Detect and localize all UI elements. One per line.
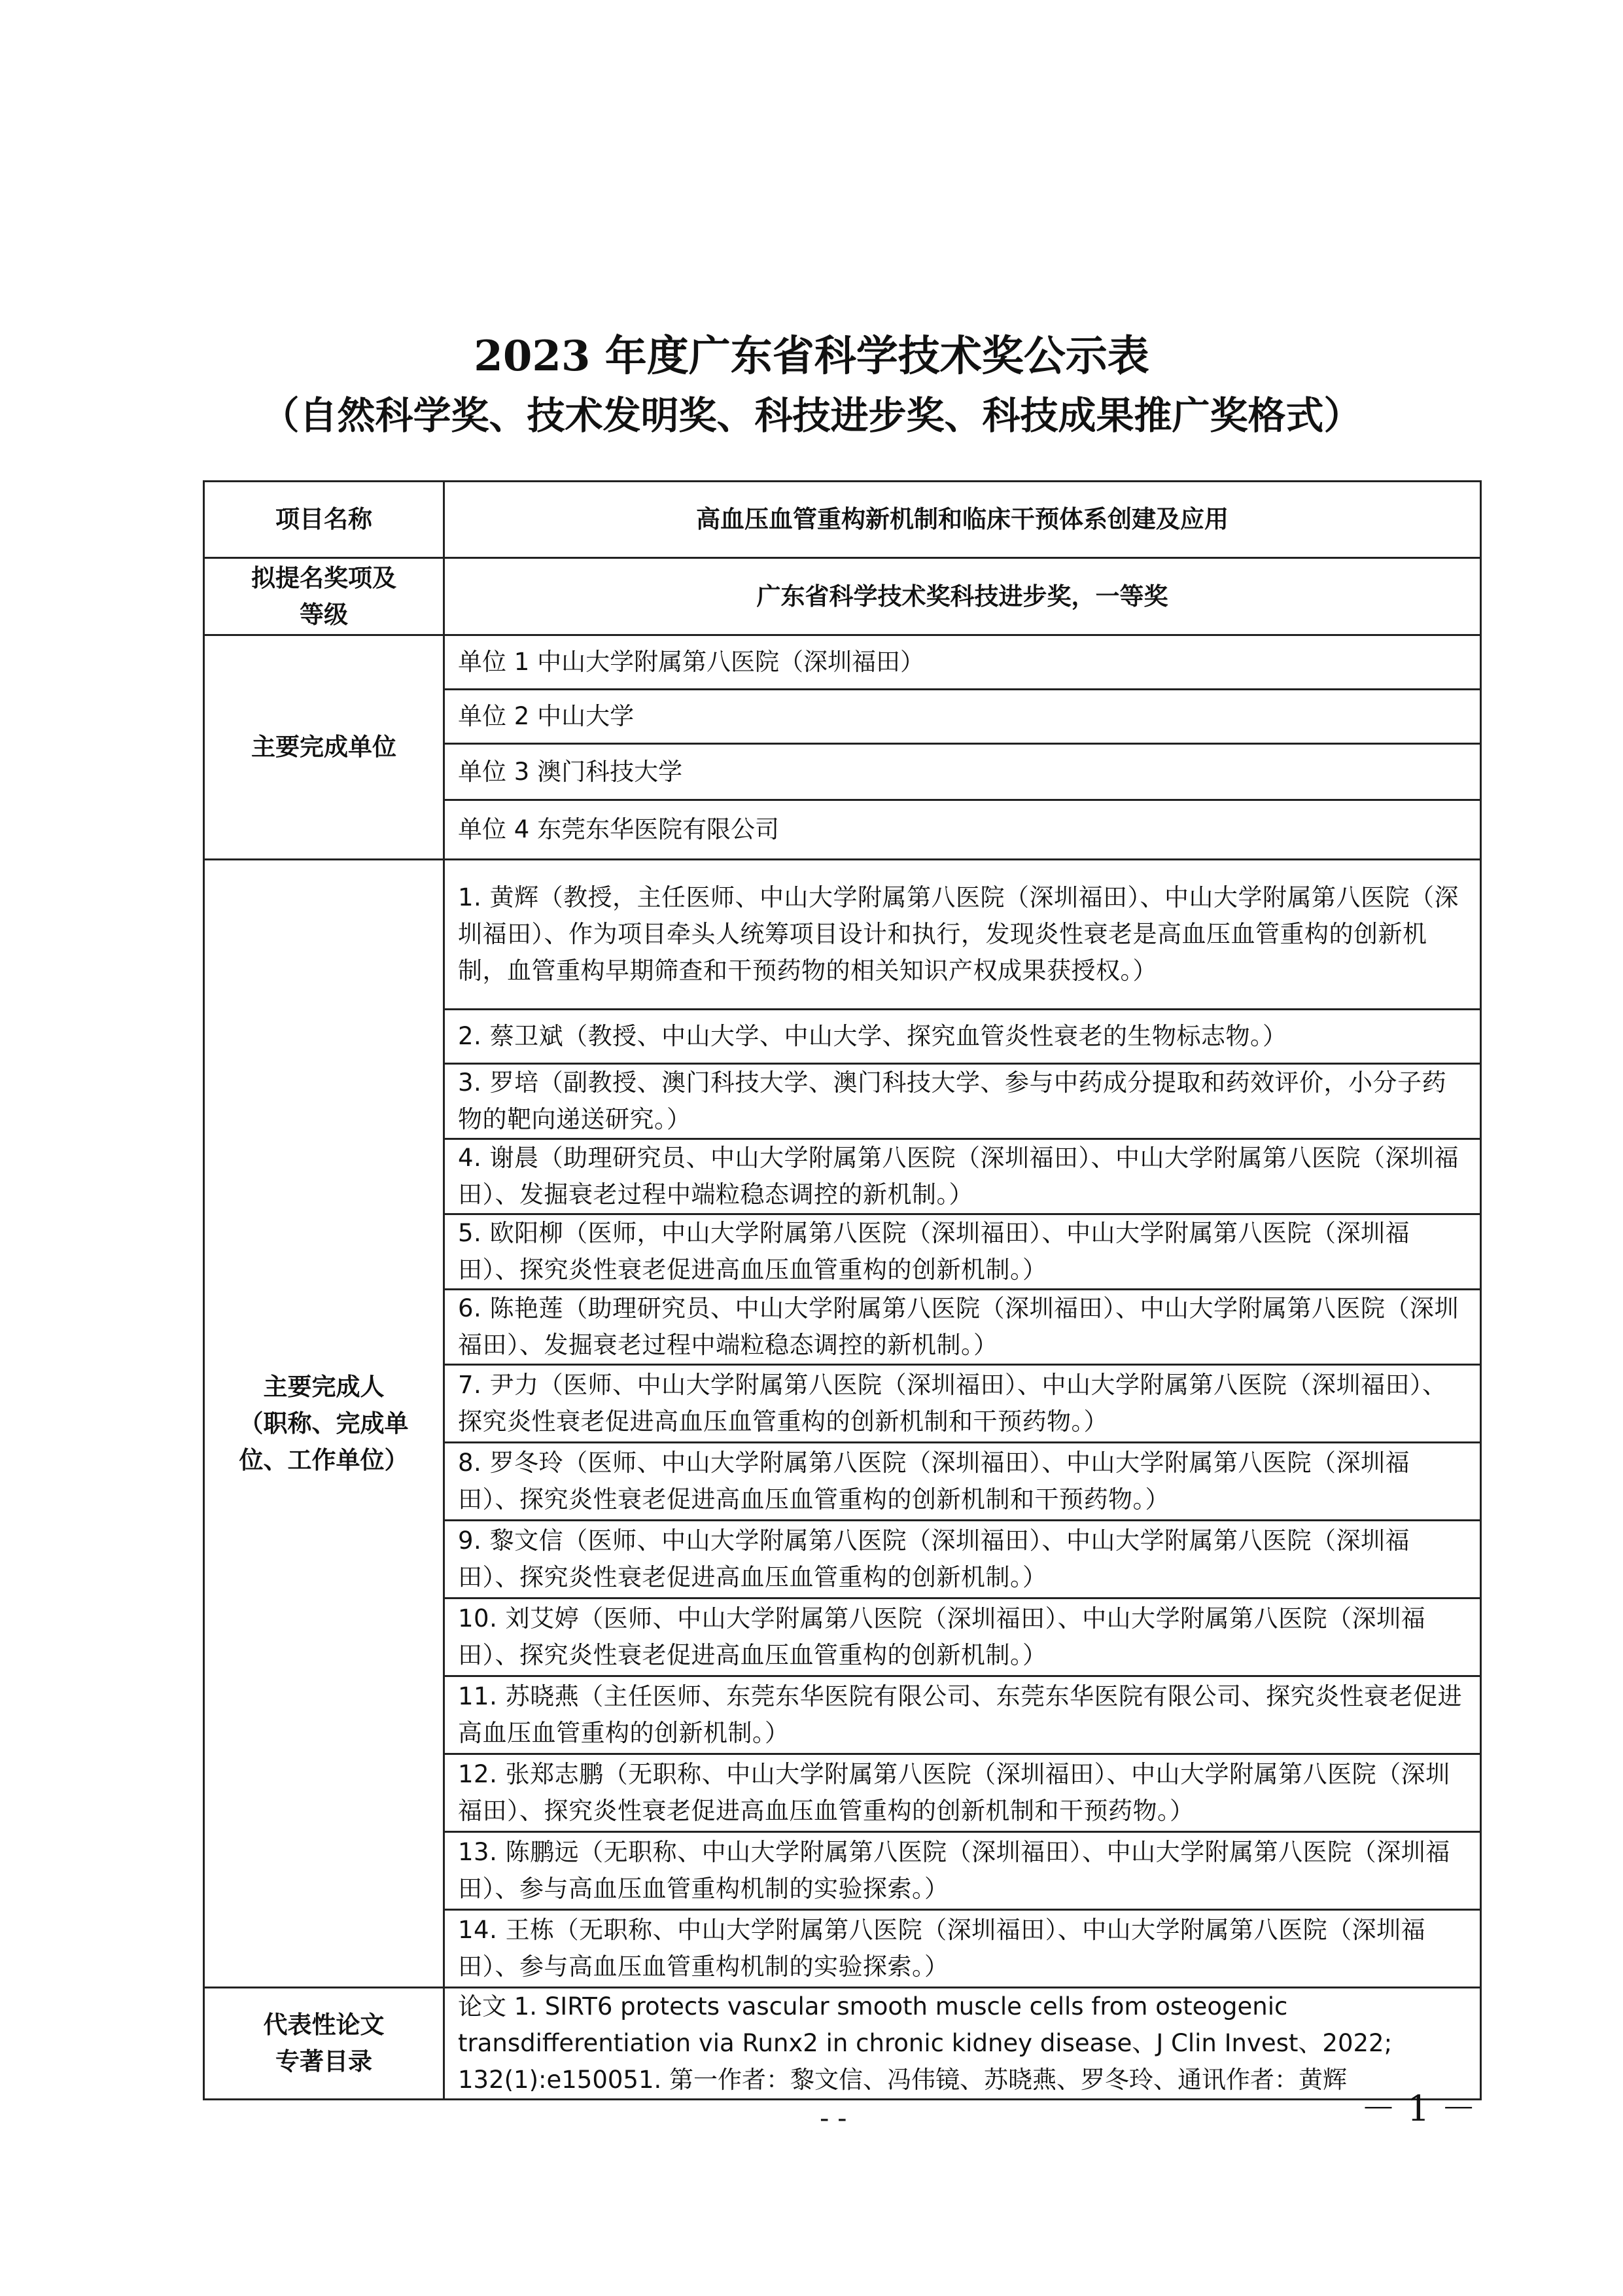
person-item-9: 9. 黎文信（医师、中山大学附属第八医院（深圳福田）、中山大学附属第八医院（深圳福田）、探究炎性衰老促进高血压血管重构的创新机制。） bbox=[444, 1521, 1481, 1598]
person-item-3: 3. 罗培（副教授、澳门科技大学、澳门科技大学、参与中药成分提取和药效评价，小分子药物的靶向递送研究。） bbox=[444, 1064, 1481, 1139]
person-item-14: 14. 王栋（无职称、中山大学附属第八医院（深圳福田）、中山大学附属第八医院（深圳福田）、参与高血压血管重构机制的实验探索。） bbox=[444, 1910, 1481, 1988]
page-number: － 1 － bbox=[1361, 2088, 1476, 2129]
person-item-6: 6. 陈艳莲（助理研究员、中山大学附属第八医院（深圳福田）、中山大学附属第八医院（深圳福田）、发掘衰老过程中端粒稳态调控的新机制。） bbox=[444, 1290, 1481, 1365]
persons-label bbox=[204, 860, 444, 1988]
unit-item-4: 单位 4 东莞东华医院有限公司 bbox=[444, 800, 1481, 860]
project-name-label: 项目名称 bbox=[204, 482, 444, 558]
footer-mark: - - bbox=[820, 2104, 847, 2134]
award-level-value: 广东省科学技术奖科技进步奖，一等奖 bbox=[444, 558, 1481, 635]
units-label: 主要完成单位 bbox=[204, 635, 444, 860]
papers-row bbox=[204, 1988, 1481, 2100]
project-name-value: 高血压血管重构新机制和临床干预体系创建及应用 bbox=[444, 482, 1481, 558]
papers-label-line2: 专著目录 bbox=[275, 2047, 372, 2075]
unit-row bbox=[204, 635, 1481, 690]
person-item-2: 2. 蔡卫斌（教授、中山大学、中山大学、探究血管炎性衰老的生物标志物。） bbox=[444, 1010, 1481, 1064]
person-item-12: 12. 张郑志鹏（无职称、中山大学附属第八医院（深圳福田）、中山大学附属第八医院（深圳福田）、探究炎性衰老促进高血压血管重构的创新机制和干预药物。） bbox=[444, 1754, 1481, 1832]
page-subtitle: （自然科学奖、技术发明奖、科技进步奖、科技成果推广奖格式） bbox=[261, 393, 1362, 438]
unit-item-2: 单位 2 中山大学 bbox=[444, 690, 1481, 744]
person-item-8: 8. 罗冬玲（医师、中山大学附属第八医院（深圳福田）、中山大学附属第八医院（深圳福田）、探究炎性衰老促进高血压血管重构的创新机制和干预药物。） bbox=[444, 1443, 1481, 1521]
person-row bbox=[204, 860, 1481, 1010]
persons-label-line1: 主要完成人 bbox=[263, 1372, 385, 1401]
person-item-11: 11. 苏晓燕（主任医师、东莞东华医院有限公司、东莞东华医院有限公司、探究炎性衰老促进高血压血管重构的创新机制。） bbox=[444, 1676, 1481, 1754]
papers-label-line1: 代表性论文 bbox=[263, 2011, 385, 2039]
papers-value: 论文 1. SIRT6 protects vascular smooth muscle cells from osteogenic transdifferentiation via Runx2 in chronic kidney disease、J Clin Invest、2022; 132(1):e150051. 第一作者：黎文信、冯伟镜、苏晓燕、罗冬玲、通讯作者：黄辉 bbox=[444, 1988, 1481, 2100]
persons-label-line3: 位、工作单位） bbox=[239, 1445, 409, 1474]
project-name-row bbox=[204, 482, 1481, 558]
unit-item-3: 单位 3 澳门科技大学 bbox=[444, 744, 1481, 800]
person-item-10: 10. 刘艾婷（医师、中山大学附属第八医院（深圳福田）、中山大学附属第八医院（深圳福田）、探究炎性衰老促进高血压血管重构的创新机制。） bbox=[444, 1598, 1481, 1676]
page-title: 2023 年度广东省科学技术奖公示表 bbox=[474, 332, 1149, 381]
person-item-13: 13. 陈鹏远（无职称、中山大学附属第八医院（深圳福田）、中山大学附属第八医院（深圳福田）、参与高血压血管重构机制的实验探索。） bbox=[444, 1832, 1481, 1910]
award-level-label-line1: 拟提名奖项及 bbox=[251, 563, 396, 592]
award-level-label bbox=[204, 558, 444, 635]
person-item-4: 4. 谢晨（助理研究员、中山大学附属第八医院（深圳福田）、中山大学附属第八医院（深圳福田）、发掘衰老过程中端粒稳态调控的新机制。） bbox=[444, 1139, 1481, 1214]
person-item-5: 5. 欧阳柳（医师，中山大学附属第八医院（深圳福田）、中山大学附属第八医院（深圳福田）、探究炎性衰老促进高血压血管重构的创新机制。） bbox=[444, 1214, 1481, 1290]
papers-label bbox=[204, 1988, 444, 2100]
persons-label-line2: （职称、完成单 bbox=[239, 1409, 409, 1438]
award-table bbox=[203, 480, 1482, 2100]
person-item-7: 7. 尹力（医师、中山大学附属第八医院（深圳福田）、中山大学附属第八医院（深圳福田）、探究炎性衰老促进高血压血管重构的创新机制和干预药物。） bbox=[444, 1365, 1481, 1443]
award-level-label-line2: 等级 bbox=[300, 600, 348, 629]
unit-item-1: 单位 1 中山大学附属第八医院（深圳福田） bbox=[444, 635, 1481, 690]
award-level-row bbox=[204, 558, 1481, 635]
person-item-1: 1. 黄辉（教授，主任医师、中山大学附属第八医院（深圳福田）、中山大学附属第八医院（深圳福田）、作为项目牵头人统筹项目设计和执行，发现炎性衰老是高血压血管重构的创新机制，血管重构早期筛查和干预药物的相关知识产权成果获授权。） bbox=[444, 860, 1481, 1010]
